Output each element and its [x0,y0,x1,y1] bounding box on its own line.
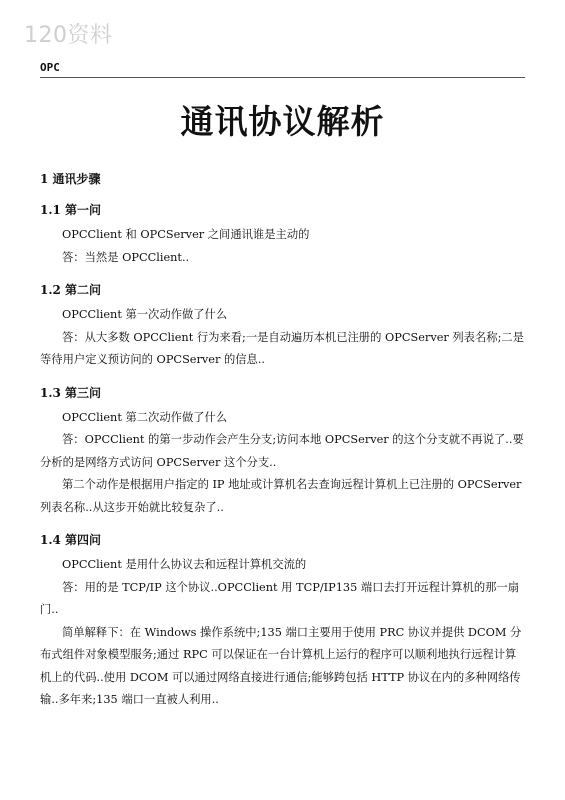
paragraph: OPCClient 第二次动作做了什么 [62,410,228,424]
subsection-heading: 1.3 第三问 [40,385,102,400]
paragraph: 简单解释下：在 Windows 操作系统中;135 端口主要用于使用 PRC 协议并提供 DCOM 分布式组件对象模型服务;通过 RPC 可以保证在一台计算机上运行的程序可以顺利地执行远程计算机上的代码..使用 DCOM 可以通过网络直接进行通信;能够跨包括 HTTP 协议在内的多种网络传输..多年来;135 端口一直被人利用.. [40,625,522,706]
paragraph: OPCClient 第一次动作做了什么 [62,308,228,321]
paragraph: 第二个动作是根据用户指定的 IP 地址或计算机名去查询远程计算机上已注册的 OPCServer 列表名称..从这步开始就比较复杂了.. [40,478,522,514]
subsection-heading: 1.2 第二问 [40,283,102,297]
paragraph: 答：当然是 OPCClient.. [62,250,190,264]
subsection-1-1 [40,201,525,269]
paragraph: 答：用的是 TCP/IP 这个协议..OPCClient 用 TCP/IP135 端口去打开远程计算机的那一扇门.. [40,580,520,616]
paragraph: 答：OPCClient 的第一步动作会产生分支;访问本地 OPCServer 的这个分支就不再说了..要分析的是网络方式访问 OPCServer 这个分支.. [40,433,524,469]
paragraph: OPCClient 是用什么协议去和远程计算机交流的 [62,558,307,571]
page-header [40,56,525,78]
subsection-heading: 1.1 第一问 [40,203,102,217]
paragraph: 答：从大多数 OPCClient 行为来看;一是自动遍历本机已注册的 OPCServer 列表名称;二是等待用户定义预访问的 OPCServer 的信息.. [40,330,524,366]
section-heading: 1 通讯步骤 [40,172,101,186]
subsection-1-3 [40,384,525,520]
subsection-heading: 1.4 第四问 [40,533,102,547]
document-body [40,170,525,724]
watermark: 120资料 [24,23,113,48]
paragraph: OPCClient 和 OPCServer 之间通讯谁是主动的 [62,228,310,241]
document-title: 通讯协议解析 [180,102,385,141]
subsection-1-2 [40,281,525,372]
subsection-1-4 [40,531,525,712]
header-label: OPC [40,61,60,74]
